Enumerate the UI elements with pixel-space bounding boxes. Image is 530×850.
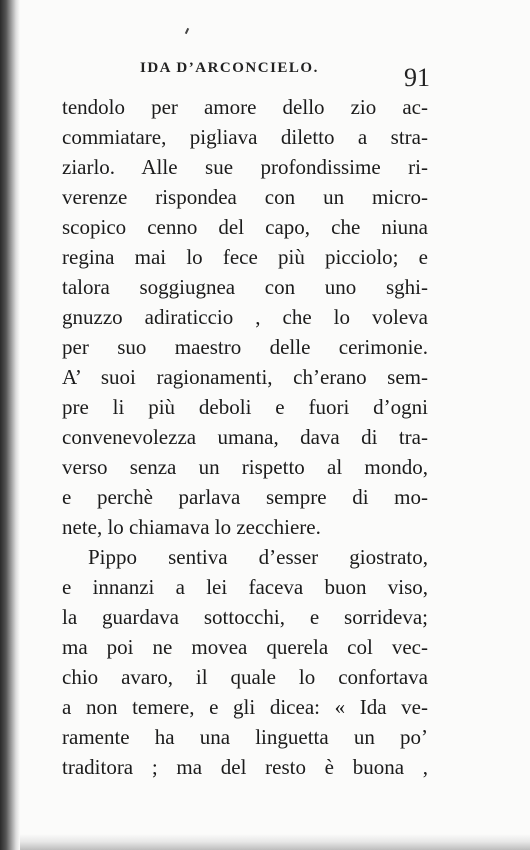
text-line: scopico cenno del capo, che niuna	[62, 215, 428, 239]
paragraph-1	[62, 92, 428, 542]
text-line: a non temere, e gli dicea: « Ida ve-	[62, 695, 428, 719]
text-line: per suo maestro delle cerimonie.	[62, 335, 428, 359]
text-line: ziarlo. Alle sue profondissime ri-	[62, 155, 428, 179]
text-line: regina mai lo fece più picciolo; e	[62, 245, 428, 269]
text-line: e perchè parlava sempre di mo-	[62, 485, 428, 509]
ink-mark	[185, 28, 189, 34]
text-line: traditora ; ma del resto è buona ,	[62, 755, 428, 779]
text-line: verso senza un rispetto al mondo,	[62, 455, 428, 479]
text-line: convenevolezza umana, dava di tra-	[62, 425, 428, 449]
paragraph-2	[62, 542, 428, 782]
book-spine-shadow	[0, 0, 20, 850]
text-line: nete, lo chiamava lo zecchiere.	[62, 515, 321, 539]
text-line: Pippo sentiva d’esser giostrato,	[88, 545, 428, 569]
running-title: IDA D’ARCONCIELO.	[140, 60, 319, 76]
text-line: tendolo per amore dello zio ac-	[62, 95, 428, 119]
text-line: chio avaro, il quale lo confortava	[62, 665, 428, 689]
text-line: gnuzzo adiraticcio , che lo voleva	[62, 305, 428, 329]
text-line: la guardava sottocchi, e sorrideva;	[62, 605, 428, 629]
text-line: ma poi ne movea querela col vec-	[62, 635, 428, 659]
text-line: commiatare, pigliava diletto a stra-	[62, 125, 428, 149]
text-line: verenze rispondea con un micro-	[62, 185, 428, 209]
text-line: A’ suoi ragionamenti, ch’erano sem-	[62, 365, 428, 389]
page-bottom-edge	[20, 834, 530, 850]
page-number: 91	[404, 63, 430, 92]
text-line: e innanzi a lei faceva buon viso,	[62, 575, 428, 599]
text-line: pre li più deboli e fuori d’ogni	[62, 395, 428, 419]
body-text	[62, 92, 428, 782]
text-line: ramente ha una linguetta un po’	[62, 725, 428, 749]
text-line: talora soggiugnea con uno sghi-	[62, 275, 428, 299]
